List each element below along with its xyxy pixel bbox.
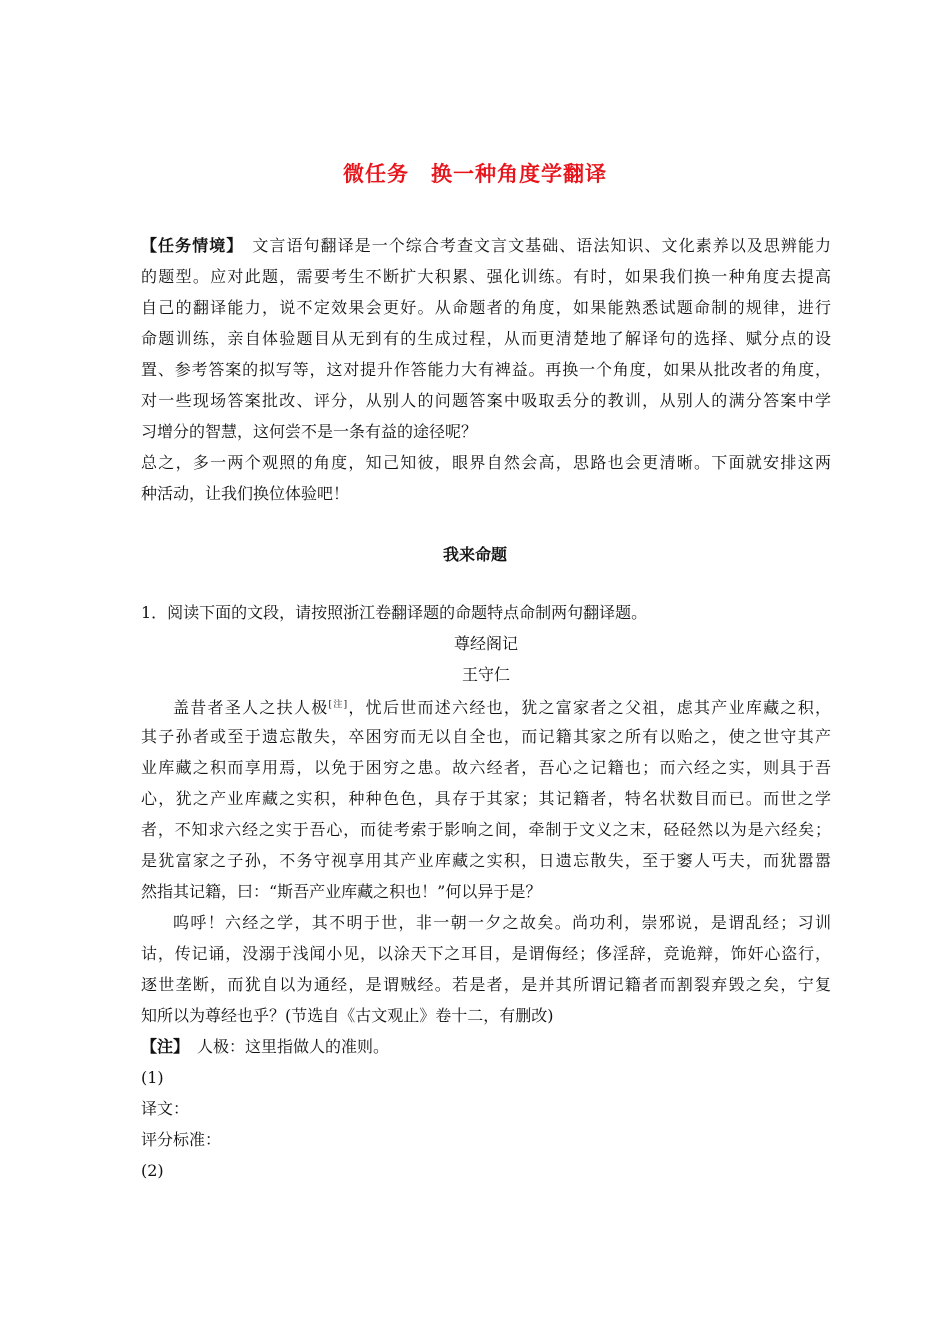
passage-line: 心，犹之产业库藏之实积，种种色色，具存于其家；其记籍者，特名状数目而已。而世之学: [141, 789, 831, 808]
page-title: 微任务 换一种角度学翻译: [343, 162, 607, 186]
task-context-line: 【任务情境】 文言语句翻译是一个综合考查文言文基础、语法知识、文化素养以及思辨能力: [141, 236, 831, 255]
passage-title: 尊经阁记: [453, 634, 518, 653]
passage-line: 呜呼！六经之学，其不明于世，非一朝一夕之故矣。尚功利，崇邪说，是谓乱经；习训: [173, 913, 831, 932]
question-prompt: 1．阅读下面的文段，请按照浙江卷翻译题的命题特点命制两句翻译题。: [141, 603, 648, 622]
footnote-label: 【注】: [141, 1037, 182, 1056]
scoring-label: 评分标准：: [141, 1130, 222, 1149]
task-context: [141, 230, 831, 509]
task-context-line: 自己的翻译能力，说不定效果会更好。从命题者的角度，如果能熟悉试题命制的规律，进行: [141, 298, 831, 317]
task-context-line: 对一些现场答案批改、评分，从别人的问题答案中吸取丢分的教训，从别人的满分答案中学: [141, 391, 831, 410]
passage-line: 诂，传记诵，没溺于浅闻小见，以涂天下之耳目，是谓侮经；侈淫辞，竞诡辩，饰奸心盗行，: [141, 944, 831, 963]
passage-line: 是犹富家之子孙，不务守视享用其产业库藏之实积，日遗忘散失，至于窭人丐夫，而犹嚣嚣: [141, 851, 831, 870]
footnote: [141, 1031, 831, 1062]
passage-author: 王守仁: [461, 665, 510, 684]
task-context-line: 的题型。应对此题，需要考生不断扩大积累、强化训练。有时，如果我们换一种角度去提高: [141, 267, 831, 286]
passage-line: 其子孙者或至于遗忘散失，卒困穷而无以自全也，而记籍其家之所有以贻之，使之世守其产: [141, 727, 831, 746]
summary-line: 种活动，让我们换位体验吧！: [141, 484, 350, 503]
task-context-line: 命题训练，亲自体验题目从无到有的生成过程，从而更清楚地了解译句的选择、赋分点的设: [141, 329, 831, 348]
section-heading: 我来命题: [442, 545, 507, 564]
summary-line: 总之，多一两个观照的角度，知己知彼，眼界自然会高，思路也会更清晰。下面就安排这两: [141, 453, 831, 472]
passage-line: 业库藏之积而享用焉，以免于困穷之患。故六经者，吾心之记籍也；而六经之实，则具于吾: [141, 758, 831, 777]
passage-line: 者，不知求六经之实于吾心，而徒考索于影响之间，牵制于文义之末，硁硁然以为是六经矣；: [141, 820, 831, 839]
passage-line: 知所以为尊经也乎？(节选自《古文观止》卷十二，有删改): [141, 1006, 554, 1025]
passage-line: 盖昔者圣人之扶人极[注]，忧后世而述六经也，犹之富家者之父祖，虑其产业库藏之积，: [173, 698, 831, 717]
passage-line: 然指其记籍，曰：“斯吾产业库藏之积也！”何以异于是？: [141, 882, 542, 901]
task-context-label: 【任务情境】: [141, 236, 236, 255]
item-2-number: (2): [141, 1161, 164, 1180]
item-1-number: (1): [141, 1068, 164, 1087]
translation-label: 译文：: [141, 1099, 190, 1118]
task-context-line: 置、参考答案的拟写等，这对提升作答能力大有裨益。再换一个角度，如果从批改者的角度，: [141, 360, 831, 379]
footnote-text: 人极：这里指做人的准则。: [197, 1037, 390, 1056]
passage-line: 逐世垄断，而犹自以为通经，是谓贼经。若是者，是并其所谓记籍者而割裂弃毁之矣，宁复: [141, 975, 831, 994]
footnote-marker: [注]: [328, 700, 348, 710]
task-context-line: 习增分的智慧，这何尝不是一条有益的途径呢？: [141, 422, 478, 441]
question-1: [141, 597, 831, 1186]
